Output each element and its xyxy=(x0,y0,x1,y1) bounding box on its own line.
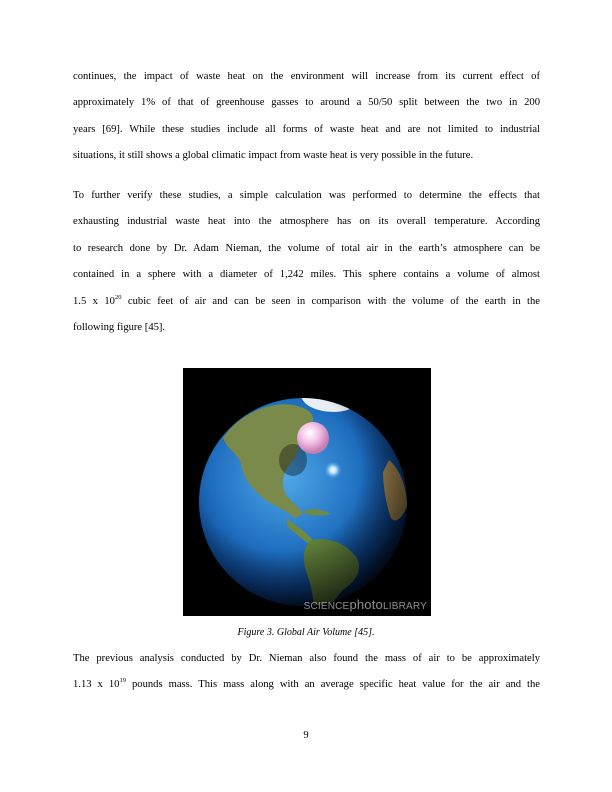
text-line: To further verify these studies, a simple calculation was performed to determine the effects that xyxy=(73,190,540,201)
text-line: The previous analysis conducted by Dr. Nieman also found the mass of air to be approximately xyxy=(73,653,540,664)
figure-earth-air-volume-image xyxy=(183,368,431,616)
watermark xyxy=(304,597,427,612)
paragraph-waste-heat-impact xyxy=(73,64,540,170)
watermark-text: LIBRARY xyxy=(382,601,427,612)
text-line: to research done by Dr. Adam Nieman, the volume of total air in the earth’s atmosphere can be xyxy=(73,242,540,254)
text-segment: pounds mass. This mass along with an average specific heat value for the air and the xyxy=(125,679,540,691)
earth-globe-illustration xyxy=(183,368,431,616)
text-line: years [69]. While these studies include all forms of waste heat and are not limited to industrial xyxy=(73,123,540,135)
watermark-text: SCIENCE xyxy=(303,601,350,612)
text-line: following figure [45]. xyxy=(73,322,166,334)
text-line: approximately 1% of that of greenhouse gasses to around a 50/50 split between the two in 200 xyxy=(73,97,540,109)
superscript-exponent: 20 xyxy=(114,293,122,301)
superscript-exponent: 19 xyxy=(119,677,126,685)
air-volume-sphere xyxy=(297,422,329,454)
watermark-text: photo xyxy=(349,597,383,612)
text-line xyxy=(73,672,540,698)
paragraph-air-mass xyxy=(73,646,540,699)
text-line: contained in a sphere with a diameter of 1,242 miles. This sphere contains a volume of almost xyxy=(73,269,540,281)
text-line: continues, the impact of waste heat on the environment will increase from its current effect of xyxy=(73,71,540,82)
text-segment: cubic feet of air and can be seen in comparison with the volume of the earth in the xyxy=(121,295,540,307)
page-number: 9 xyxy=(303,730,309,741)
text-segment: 1.13 x 10 xyxy=(73,679,120,691)
text-line xyxy=(73,289,540,315)
text-line: situations, it still shows a global climatic impact from waste heat is very possible in the future. xyxy=(73,150,474,162)
figure-caption: Figure 3. Global Air Volume [45]. xyxy=(237,627,375,638)
paragraph-verification xyxy=(73,183,540,341)
light-reflection xyxy=(324,461,342,479)
text-segment: 1.5 x 10 xyxy=(73,295,115,307)
text-line: exhausting industrial waste heat into the atmosphere has on its overall temperature. According xyxy=(73,216,540,228)
